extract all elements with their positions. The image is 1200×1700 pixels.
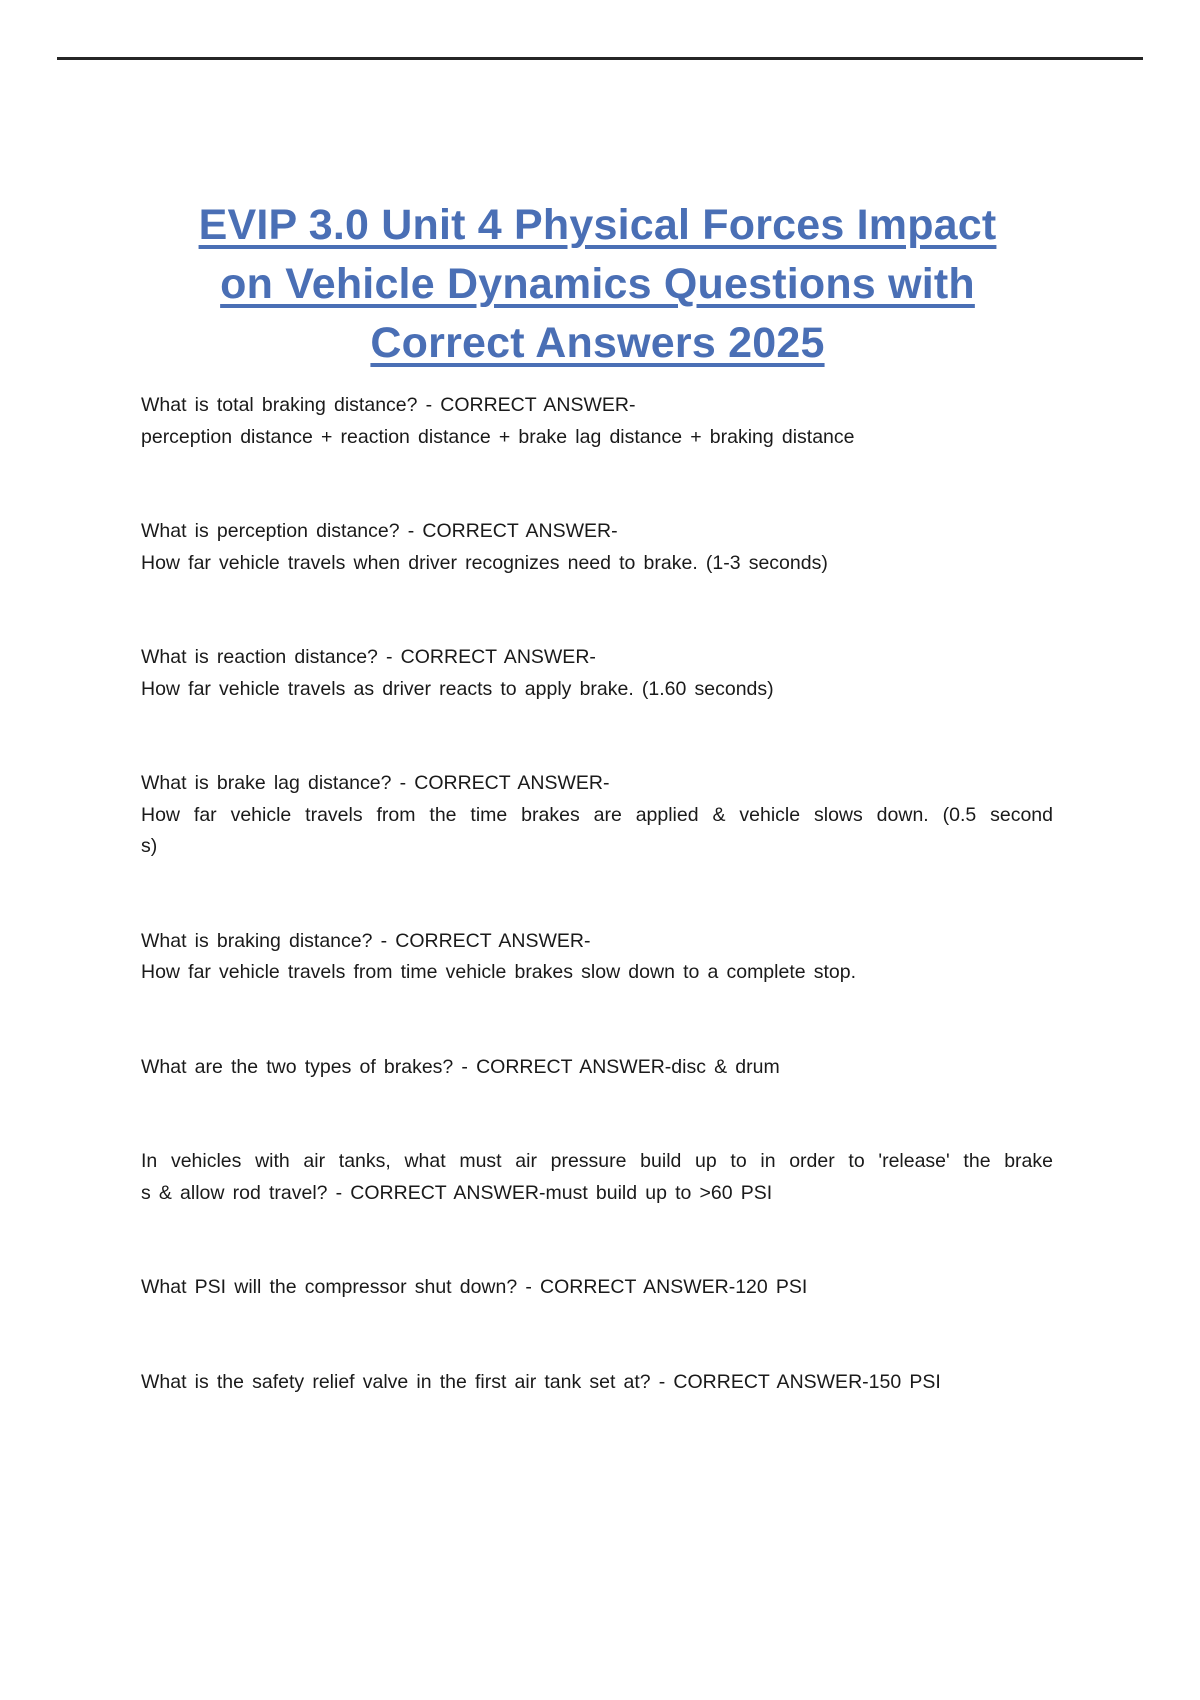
qa-line: perception distance + reaction distance + brake lag distance + braking distance: [141, 425, 855, 448]
qa-line: What is the safety relief valve in the first air tank set at? - CORRECT ANSWER-150 PSI: [141, 1370, 941, 1393]
qa-line: What is reaction distance? - CORRECT ANSWER-: [141, 646, 596, 668]
qa-paragraph: [141, 1146, 1053, 1209]
qa-paragraph: [141, 642, 1053, 705]
qa-line: How far vehicle travels from the time brakes are applied & vehicle slows down. (0.5 second: [141, 803, 1053, 826]
qa-paragraph: [141, 1367, 1053, 1399]
qa-line: How far vehicle travels when driver recognizes need to brake. (1-3 seconds): [141, 551, 828, 574]
qa-paragraph: [141, 926, 1053, 989]
qa-paragraph: [141, 768, 1053, 863]
qa-line: s & allow rod travel? - CORRECT ANSWER-must build up to >60 PSI: [141, 1181, 773, 1204]
qa-paragraph: [141, 1052, 1053, 1084]
qa-line: s): [141, 835, 158, 857]
qa-line: What is brake lag distance? - CORRECT ANSWER-: [141, 772, 610, 794]
qa-line: What is braking distance? - CORRECT ANSWER-: [141, 929, 591, 952]
qa-paragraph: [141, 516, 1053, 579]
title-line-3: Correct Answers 2025: [370, 319, 825, 367]
qa-line: What is total braking distance? - CORRECT ANSWER-: [141, 394, 636, 416]
qa-line: What are the two types of brakes? - CORRECT ANSWER-disc & drum: [141, 1055, 780, 1078]
qa-line: What is perception distance? - CORRECT ANSWER-: [141, 520, 618, 542]
qa-paragraph: [141, 1272, 1053, 1304]
qa-list: [141, 390, 1053, 1461]
qa-line: How far vehicle travels from time vehicle brakes slow down to a complete stop.: [141, 961, 857, 983]
qa-line: How far vehicle travels as driver reacts to apply brake. (1.60 seconds): [141, 677, 774, 700]
qa-line: What PSI will the compressor shut down? - CORRECT ANSWER-120 PSI: [141, 1276, 808, 1298]
title-line-1: EVIP 3.0 Unit 4 Physical Forces Impact: [198, 201, 997, 249]
qa-line: In vehicles with air tanks, what must air pressure build up to in order to 'release' the brake: [141, 1150, 1053, 1172]
document-title: [140, 196, 1055, 373]
header-rule: [57, 57, 1143, 60]
qa-paragraph: [141, 390, 1053, 453]
title-line-2: on Vehicle Dynamics Questions with: [220, 260, 975, 308]
